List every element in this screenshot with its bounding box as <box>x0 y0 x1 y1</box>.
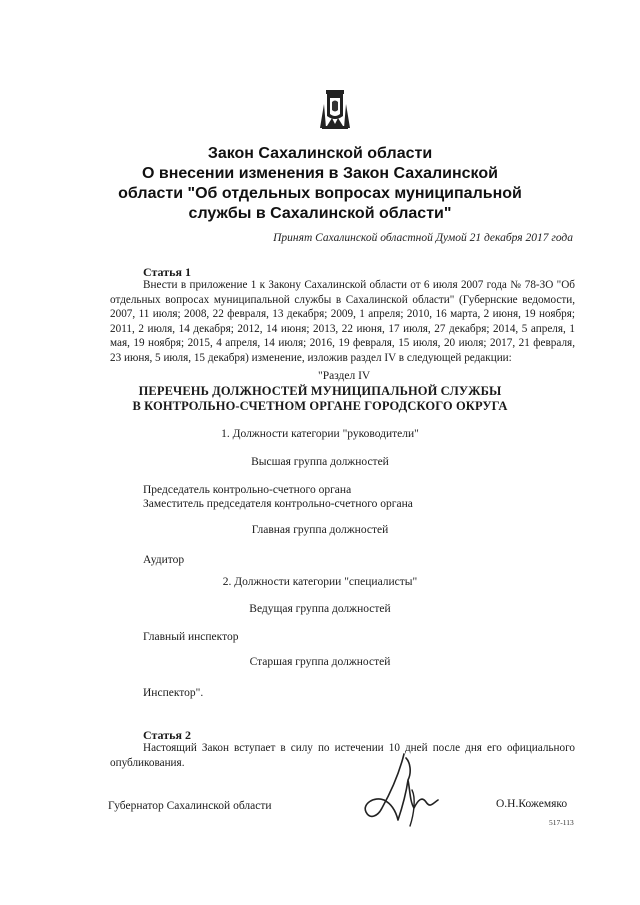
governor-title: Губернатор Сахалинской области <box>108 800 272 812</box>
group-main-heading: Главная группа должностей <box>251 524 389 536</box>
handwritten-signature <box>352 750 452 830</box>
adoption-note: Принят Сахалинской областной Думой 21 декабря 2017 года <box>273 232 573 244</box>
registration-number: 517-113 <box>549 818 574 827</box>
law-title <box>90 144 550 224</box>
category-1-heading: 1. Должности категории "руководители" <box>221 428 419 440</box>
coat-of-arms-emblem <box>318 88 352 130</box>
position-chair: Председатель контрольно-счетного органа <box>143 484 352 496</box>
section-title-line: ПЕРЕЧЕНЬ ДОЛЖНОСТЕЙ МУНИЦИПАЛЬНОЙ СЛУЖБЫ <box>138 384 502 398</box>
article-1-text <box>110 278 575 365</box>
article-2-text <box>110 741 575 770</box>
group-senior-heading: Старшая группа должностей <box>249 656 391 668</box>
article-2-heading: Статья 2 <box>143 728 191 742</box>
position-auditor: Аудитор <box>143 554 185 566</box>
title-line: Закон Сахалинской области <box>207 145 433 162</box>
title-line: службы в Сахалинской области" <box>188 205 452 222</box>
article-1-heading: Статья 1 <box>143 265 191 279</box>
group-high-heading: Высшая группа должностей <box>251 456 389 468</box>
title-line: О внесении изменения в Закон Сахалинской <box>142 165 498 182</box>
section-label: "Раздел IV <box>318 370 371 382</box>
position-inspector: Инспектор". <box>143 687 204 699</box>
section-title-line: В КОНТРОЛЬНО-СЧЕТНОМ ОРГАНЕ ГОРОДСКОГО ОКРУГА <box>132 399 508 413</box>
signer-name: О.Н.Кожемяко <box>496 798 568 810</box>
position-deputy-chair: Заместитель председателя контрольно-счетного органа <box>143 498 413 510</box>
article-1-body: Внести в приложение 1 к Закону Сахалинской области от 6 июля 2007 года № 78-ЗО "Об отдельных вопросах муниципальной службы в Сахалинской области" (Губернские ведомости, 2007, 11 июля; 2008, 22 февраля, 13 декабря; 2009, 1 апреля; 2010, 16 марта, 2 июня, 19 ноября; 2011, 2 июля, 14 декабря; 2012, 14 июня; 2013, 22 июня, 17 июля, 27 декабря; 2014, 5 апреля, 1 мая, 19 ноября; 2015, 4 апреля, 14 июля; 2016, 19 февраля, 15 июля, 20 июля; 2017, 21 февраля, 23 июня, 5 июля, 15 декабря) изменение, изложив раздел IV в следующей редакции: <box>110 279 575 364</box>
title-line: области "Об отдельных вопросах муниципальной <box>118 185 522 202</box>
category-2-heading: 2. Должности категории "специалисты" <box>222 576 418 588</box>
article-2-body: Настоящий Закон вступает в силу по истечении 10 дней после дня его официального опубликования. <box>110 742 575 769</box>
position-chief-inspector: Главный инспектор <box>143 631 239 643</box>
group-lead-heading: Ведущая группа должностей <box>249 603 391 615</box>
section-title <box>90 384 550 414</box>
